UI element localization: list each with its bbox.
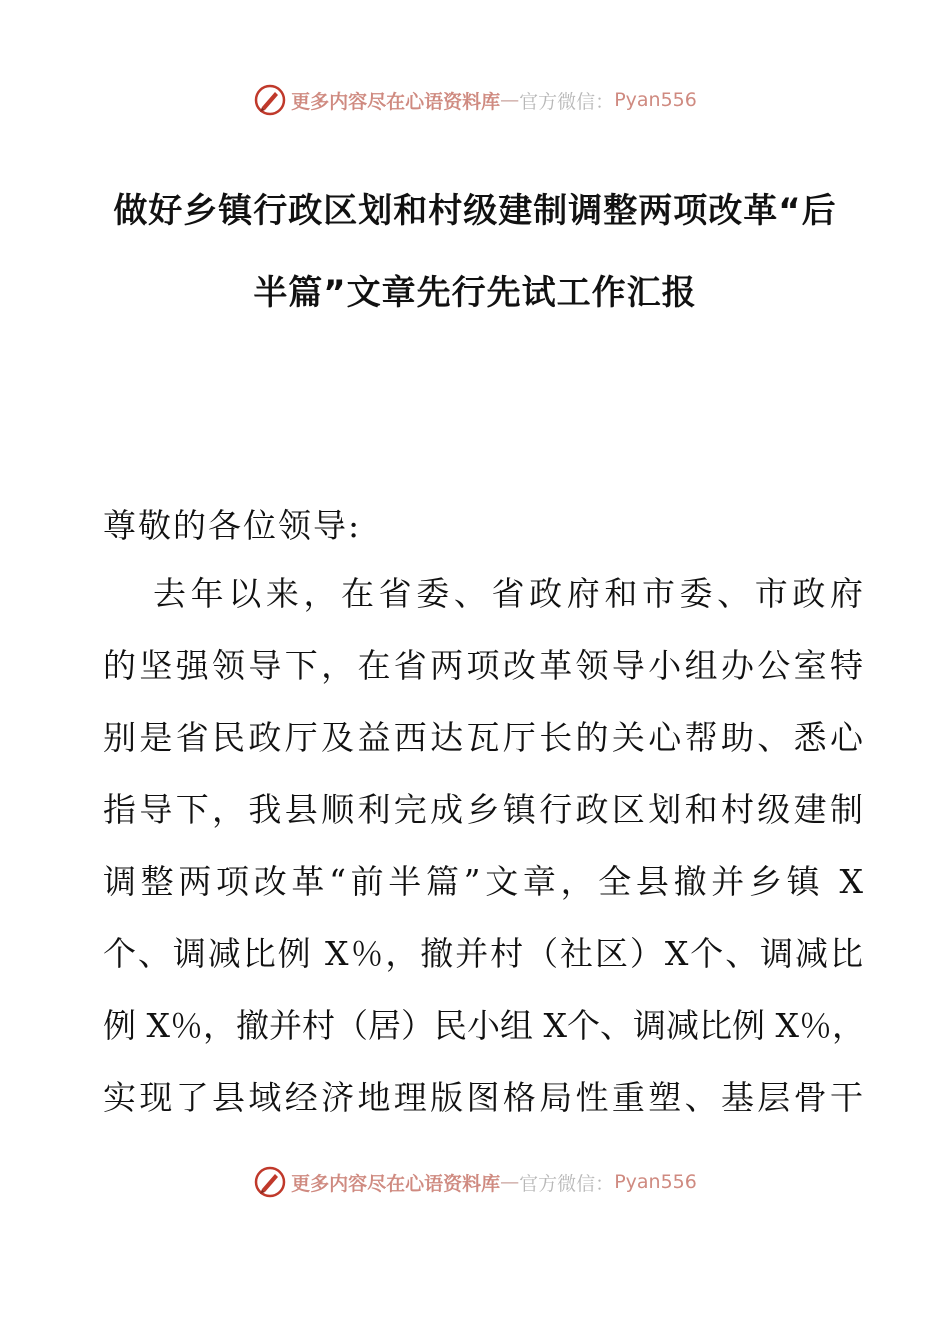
body-line: 个、调减比例 X％，撤并村（社区）X个、调减比 [103, 934, 863, 973]
body-line: 去年以来，在省委、省政府和市委、市政府 [153, 574, 863, 613]
document-title [95, 170, 855, 334]
watermark-wechat-id: Pyan556 [614, 89, 697, 111]
watermark-separator: — [500, 1171, 520, 1193]
body-line: 实现了县域经济地理版图格局性重塑、基层骨干 [103, 1078, 863, 1117]
body-line: 别是省民政厅及益西达瓦厅长的关心帮助、悉心 [103, 718, 863, 757]
watermark-label: 官方微信： [519, 90, 615, 113]
body-line: 的坚强领导下，在省两项改革领导小组办公室特 [103, 646, 863, 685]
body-paragraph [103, 568, 863, 1144]
pen-logo-icon [253, 1165, 287, 1199]
watermark-separator: — [500, 89, 520, 111]
watermark-brand: 更多内容尽在心语资料库 [291, 90, 501, 113]
title-line-2: 半篇”文章先行先试工作汇报 [253, 273, 697, 313]
watermark-wechat-id: Pyan556 [614, 1171, 697, 1193]
watermark-brand: 更多内容尽在心语资料库 [291, 1172, 501, 1195]
watermark-label: 官方微信： [519, 1172, 615, 1195]
body-line: 指导下，我县顺利完成乡镇行政区划和村级建制 [103, 790, 863, 829]
header-watermark [0, 80, 950, 120]
title-line-1: 做好乡镇行政区划和村级建制调整两项改革“后 [113, 191, 837, 231]
body-line: 调整两项改革“前半篇”文章，全县撤并乡镇 X [103, 862, 863, 901]
salutation: 尊敬的各位领导: [103, 506, 362, 545]
body-line: 例 X％，撤并村（居）民小组 X个、调减比例 X％， [103, 1006, 865, 1045]
pen-logo-icon [253, 83, 287, 117]
footer-watermark [0, 1162, 950, 1202]
